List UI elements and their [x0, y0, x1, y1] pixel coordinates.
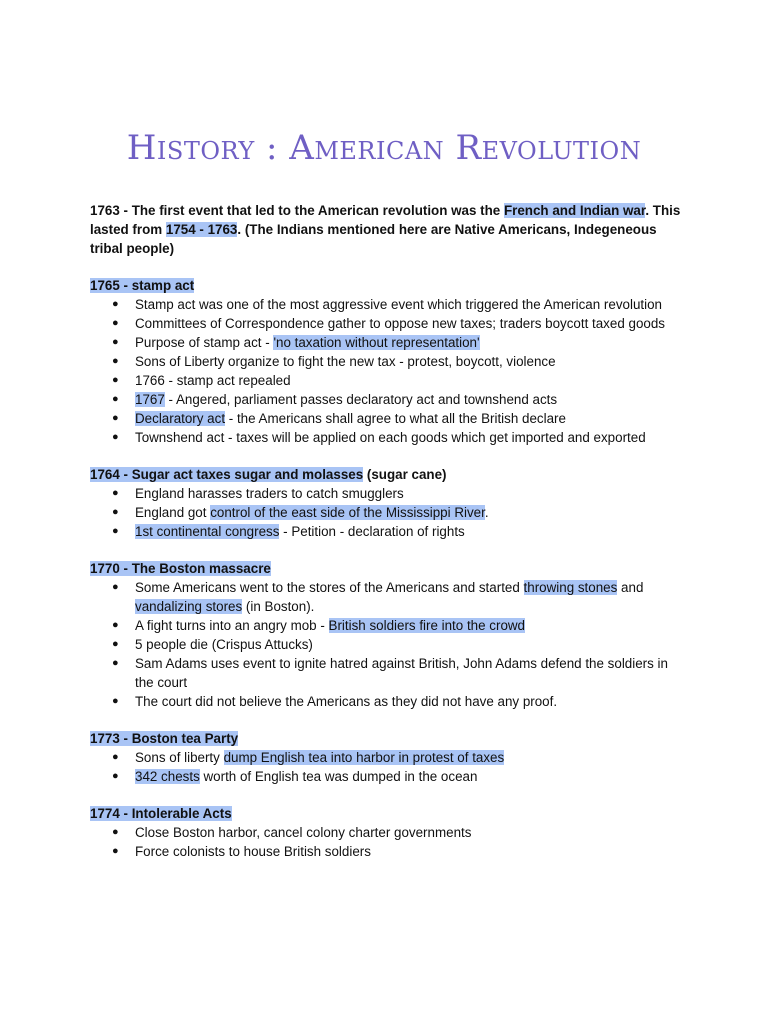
list-item-text: 1766 - stamp act repealed	[135, 373, 291, 388]
bullet-icon: ●	[112, 393, 119, 405]
list-item-text: and	[617, 580, 644, 595]
intro-paragraph	[90, 201, 690, 258]
list-item-text: 5 people die (Crispus Attucks)	[135, 637, 313, 652]
section-boston-tea-party	[90, 729, 690, 786]
intro-highlight-years: 1754 - 1763	[165, 222, 238, 237]
bullet-list	[90, 295, 690, 447]
section-heading	[90, 729, 690, 748]
list-item-highlight: throwing stones	[523, 580, 618, 595]
list-item	[90, 428, 690, 447]
bullet-icon: ●	[112, 657, 119, 669]
section-intolerable-acts	[90, 804, 690, 861]
list-item	[90, 522, 690, 541]
heading-highlight: 1770 - The Boston massacre	[90, 561, 271, 576]
list-item-text: Sam Adams uses event to ignite hatred against British, John Adams defend the soldiers in the court	[135, 656, 668, 690]
list-item	[90, 616, 690, 635]
list-item-text: Close Boston harbor, cancel colony charter governments	[135, 825, 472, 840]
list-item-text: England harasses traders to catch smugglers	[135, 486, 404, 501]
bullet-icon: ●	[112, 770, 119, 782]
list-item-text: Committees of Correspondence gather to oppose new taxes; traders boycott taxed goods	[135, 316, 665, 331]
bullet-icon: ●	[112, 412, 119, 424]
bullet-icon: ●	[112, 355, 119, 367]
list-item-text: Townshend act - taxes will be applied on each goods which get imported and exported	[135, 430, 646, 445]
bullet-icon: ●	[112, 695, 119, 707]
list-item	[90, 390, 690, 409]
document-body	[90, 201, 690, 879]
section-heading	[90, 559, 690, 578]
heading-rest: (sugar cane)	[363, 467, 447, 482]
bullet-list	[90, 484, 690, 541]
list-item	[90, 842, 690, 861]
heading-highlight: 1774 - Intolerable Acts	[90, 806, 232, 821]
bullet-icon: ●	[112, 581, 119, 593]
list-item-text: The court did not believe the Americans as they did not have any proof.	[135, 694, 558, 709]
list-item-text: Sons of Liberty organize to fight the new tax - protest, boycott, violence	[135, 354, 556, 369]
bullet-icon: ●	[112, 506, 119, 518]
bullet-icon: ●	[112, 487, 119, 499]
list-item	[90, 371, 690, 390]
page-title: History : American Revolution	[126, 128, 642, 168]
bullet-icon: ●	[112, 638, 119, 650]
list-item-highlight: 1st continental congress	[135, 524, 280, 539]
list-item-text: Purpose of stamp act -	[135, 335, 274, 350]
bullet-icon: ●	[112, 336, 119, 348]
list-item	[90, 409, 690, 428]
list-item	[90, 503, 690, 522]
list-item	[90, 578, 690, 616]
list-item-text: England got	[135, 505, 211, 520]
bullet-icon: ●	[112, 374, 119, 386]
list-item-text: worth of English tea was dumped in the ocean	[199, 769, 478, 784]
section-heading	[90, 276, 690, 295]
bullet-icon: ●	[112, 751, 119, 763]
section-stamp-act	[90, 276, 690, 447]
list-item	[90, 692, 690, 711]
list-item	[90, 352, 690, 371]
bullet-icon: ●	[112, 431, 119, 443]
intro-text-2: . This lasted from	[90, 203, 681, 237]
intro-highlight-war: French and Indian war	[503, 203, 646, 218]
heading-highlight: 1764 - Sugar act taxes sugar and molasses	[90, 467, 364, 482]
heading-highlight: 1765 - stamp act	[90, 278, 195, 293]
section-heading	[90, 465, 690, 484]
list-item-highlight: British soldiers fire into the crowd	[328, 618, 526, 633]
list-item	[90, 767, 690, 786]
list-item	[90, 823, 690, 842]
intro-text-3: . (The Indians mentioned here are Native Americans, Indegeneous tribal people)	[90, 222, 657, 256]
bullet-icon: ●	[112, 845, 119, 857]
list-item	[90, 333, 690, 352]
intro-text-1: 1763 - The first event that led to the American revolution was the	[90, 203, 504, 218]
list-item	[90, 295, 690, 314]
list-item-text: - Angered, parliament passes declaratory act and townshend acts	[164, 392, 558, 407]
list-item	[90, 654, 690, 692]
list-item-text: Some Americans went to the stores of the Americans and started	[135, 580, 524, 595]
list-item-text: .	[484, 505, 489, 520]
section-boston-massacre	[90, 559, 690, 711]
list-item-highlight: 'no taxation without representation'	[273, 335, 480, 350]
list-item-highlight: Declaratory act	[135, 411, 226, 426]
list-item	[90, 314, 690, 333]
bullet-icon: ●	[112, 317, 119, 329]
bullet-list	[90, 823, 690, 861]
list-item-text: - Petition - declaration of rights	[279, 524, 465, 539]
list-item	[90, 484, 690, 503]
list-item	[90, 748, 690, 767]
section-heading	[90, 804, 690, 823]
list-item-text: Force colonists to house British soldiers	[135, 844, 371, 859]
bullet-icon: ●	[112, 619, 119, 631]
list-item-text: (in Boston).	[242, 599, 315, 614]
list-item-highlight: 342 chests	[135, 769, 200, 784]
list-item-text: Sons of liberty	[135, 750, 224, 765]
bullet-icon: ●	[112, 525, 119, 537]
section-sugar-act	[90, 465, 690, 541]
heading-highlight: 1773 - Boston tea Party	[90, 731, 239, 746]
list-item-text: - the Americans shall agree to what all the British declare	[225, 411, 566, 426]
list-item-highlight: vandalizing stores	[135, 599, 243, 614]
bullet-list	[90, 578, 690, 711]
bullet-list	[90, 748, 690, 786]
bullet-icon: ●	[112, 826, 119, 838]
list-item-text: A fight turns into an angry mob -	[135, 618, 329, 633]
list-item-highlight: 1767	[135, 392, 165, 407]
list-item	[90, 635, 690, 654]
list-item-highlight: control of the east side of the Mississippi River	[210, 505, 485, 520]
list-item-text: Stamp act was one of the most aggressive event which triggered the American revolution	[135, 297, 662, 312]
bullet-icon: ●	[112, 298, 119, 310]
list-item-highlight: dump English tea into harbor in protest of taxes	[223, 750, 505, 765]
